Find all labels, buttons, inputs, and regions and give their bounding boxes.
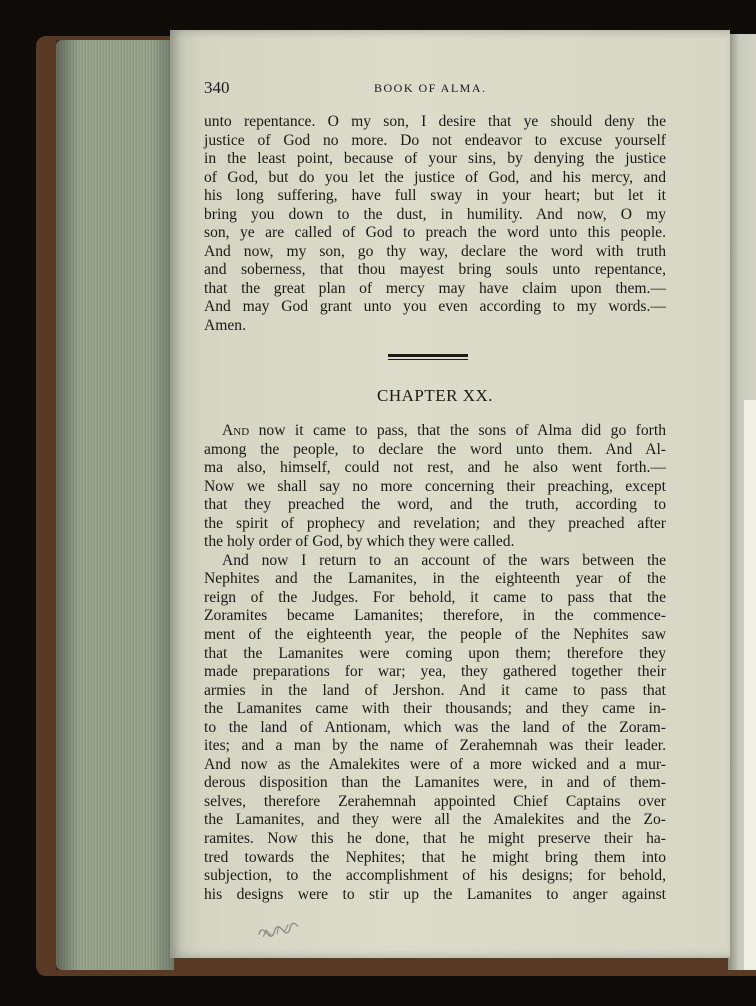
text-line: Zoramites became Lamanites; therefore, in the commence- [204,607,666,625]
text-line: ment of the eighteenth year, the people of the Nephites saw [204,626,666,644]
text-line: justice of God no more. Do not endeavor to excuse yourself [204,131,666,149]
paragraph-top [204,113,666,336]
chapter-body [204,422,666,904]
text-line: bring you down to the dust, in humility. And now, O my [204,205,666,223]
chapter-heading: CHAPTER XX. [376,386,493,405]
text-line: Now we shall say no more concerning their preaching, except [204,477,666,495]
text-line: made preparations for war; yea, they gathered together their [204,663,666,681]
text-line: And now, my son, go thy way, declare the word with truth [204,242,666,260]
text-line: unto repentance. O my son, I desire that ye should deny the [204,113,666,130]
text-line: the spirit of prophecy and revelation; and they preached after [204,514,666,532]
chapter-rule-thick [388,354,468,357]
text-line: And may God grant unto you even according to my words.— [204,298,666,316]
chapter-rule-thin [388,359,468,360]
page-header [204,78,666,100]
text-line: Amen. [204,317,247,335]
text-line: ma also, himself, could not rest, and he also went forth.— [204,459,666,477]
text-line: son, ye are called of God to preach the word unto this people. [204,224,666,242]
page-edges [56,40,174,970]
text-line: that the Lamanites were coming upon them; therefore they [204,644,666,662]
text-line: And now I return to an account of the wars between the [222,551,666,569]
text-line: his designs were to stir up the Lamanites to anger against [204,885,666,903]
text-line: derous disposition than the Lamanites were, in and of them- [204,774,666,792]
text-line: his long suffering, have full sway in your heart; but let it [204,187,666,205]
text-line: that the great plan of mercy may have claim upon them.— [204,279,666,297]
text-line: and soberness, that thou mayest bring souls unto repentance, [204,261,666,279]
text-line: Nephites and the Lamanites, in the eighteenth year of the [204,570,666,588]
text-line: selves, therefore Zerahemnah appointed Chief Captains over [204,792,666,810]
lead-word: And [222,422,250,439]
text-line: And now as the Amalekites were of a more wicked and a mur- [204,755,666,773]
running-head: BOOK OF ALMA. [374,81,487,95]
text-line: the Lamanites came with their thousands; and they came in- [204,700,666,718]
text-line: subjection, to the accomplishment of his designs; for behold, [204,867,666,885]
text-line: the Lamanites, and they were all the Amalekites and the Zo- [204,811,666,829]
text-line: armies in the land of Jershon. And it came to pass that [204,681,666,699]
text-line: tred towards the Nephites; that he might bring them into [204,848,666,866]
text-line: ites; and a man by the name of Zerahemnah was their leader. [204,737,666,755]
text-line: to the land of Antionam, which was the land of the Zoram- [204,718,666,736]
text-line: that they preached the word, and the truth, according to [204,496,666,514]
text-line: the holy order of God, by which they were called. [204,533,515,551]
facing-page-strip [744,400,756,970]
text-line: of God, but do you let the justice of God, and his mercy, and [204,168,666,186]
text-line: ramites. Now this he done, that he might preserve their ha- [204,830,666,848]
page-number: 340 [204,78,230,97]
text-line: among the people, to declare the word unto them. And Al- [204,440,666,458]
text-line: reign of the Judges. For behold, it came to pass that the [204,588,666,606]
text-line: And now it came to pass, that the sons of Alma did go forth [222,422,666,439]
text-line: in the least point, because of your sins, by denying the justice [204,150,666,168]
